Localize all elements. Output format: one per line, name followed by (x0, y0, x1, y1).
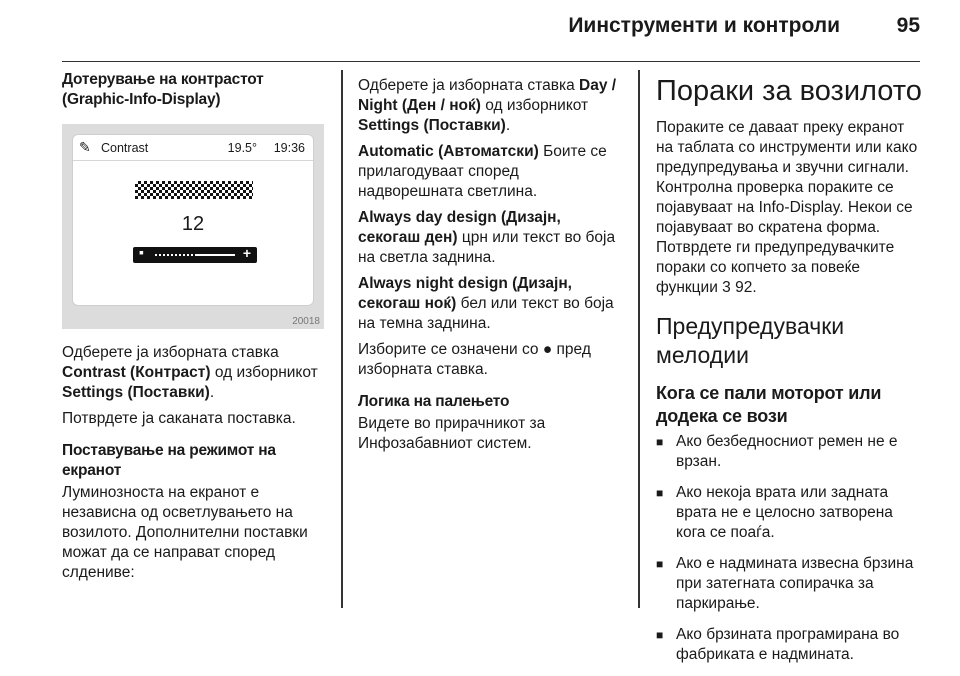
contrast-instruction: Одберете ја изборната ставка Contrast (Контраст) од изборникот Settings (Поставки). (62, 344, 318, 401)
contrast-value: 12 (181, 213, 205, 235)
display-mode-heading: Поставување на режимот на екранот (62, 442, 276, 479)
warning-chimes-subheading: Кога се пали моторот или додека се вози (656, 383, 882, 426)
list-item: ■ Ако безбедносниот ремен не е врзан. (656, 432, 922, 472)
confirm-text: Потврдете ја саканата поставка. (62, 410, 296, 427)
column-2 (358, 70, 626, 454)
column-divider-2 (638, 70, 640, 608)
column-3 (656, 70, 922, 676)
display-frame (72, 134, 314, 306)
display-status-bar (73, 135, 313, 161)
ignition-logic-text: Видете во прирачникот за Инфозабавниот систем. (358, 415, 546, 452)
display-clock: 19:36 (273, 141, 305, 155)
list-item: ■ Ако некоја врата или задната врата не е целосно затворена кога се поаѓа. (656, 483, 922, 543)
column-1 (62, 70, 324, 583)
display-illustration (62, 124, 324, 329)
page-ref-icon: 3 (722, 279, 731, 296)
warning-chimes-title: Предупредувачки мелодии (656, 313, 845, 368)
warning-list (656, 432, 922, 665)
chapter-title: Иинструменти и контроли (568, 14, 840, 37)
ignition-logic-heading: Логика на палењето (358, 393, 510, 410)
slider-fill (195, 254, 235, 256)
display-label: Contrast (101, 141, 149, 155)
vehicle-messages-text: Пораките се даваат преку екранот на таблата со инструменти или како предупредувања и звучни сигнали. Контролна проверка пораките се појавуваат на Info-Display. Некои се појавуваат во скратена форма. Потврдете ги предупредувачките пораки со копчето за повеќе функции 3 92. (656, 119, 918, 296)
plus-icon: + (242, 245, 251, 261)
list-item: ■ Ако е надмината извесна брзина при затегната сопирачка за паркирање. (656, 554, 922, 614)
vehicle-messages-title: Пораки за возилото (656, 75, 922, 107)
day-night-instruction: Одберете ја изборната ставка Day / Night (Ден / ноќ) од изборникот Settings (Поставки). (358, 77, 617, 134)
selection-note: Изборите се означени со ● пред изборната ставка. (358, 341, 591, 378)
minus-icon: ▪ (139, 244, 144, 260)
automatic-option: Automatic (Автоматски) Боите се прилагодуваат според надворешната светлина. (358, 143, 607, 200)
figure-id: 20018 (292, 316, 320, 327)
list-item: ■ Ако брзината програмирана во фабриката е надмината. (656, 625, 922, 665)
night-design-option: Always night design (Дизајн, секогаш ноќ) бел или текст во боја на темна заднина. (358, 275, 614, 332)
day-design-option: Always day design (Дизајн, секогаш ден) црн или текст во боја на светла заднина. (358, 209, 616, 266)
contrast-pattern (135, 181, 253, 199)
page-number: 95 (896, 14, 920, 37)
display-mode-text: Луминозноста на екранот е независна од осветлувањето на возилото. Дополнителни поставки можат да се направат според слдениве: (62, 484, 308, 581)
selected-dot-icon: ● (542, 341, 553, 358)
contrast-heading: Дотерување на контрастот (Graphic-Info-Display) (62, 71, 264, 108)
display-temperature: 19.5° (227, 141, 257, 155)
page-header (62, 0, 920, 62)
contrast-icon: ✎ (79, 139, 91, 155)
column-divider-1 (341, 70, 343, 608)
contrast-slider (133, 244, 257, 263)
